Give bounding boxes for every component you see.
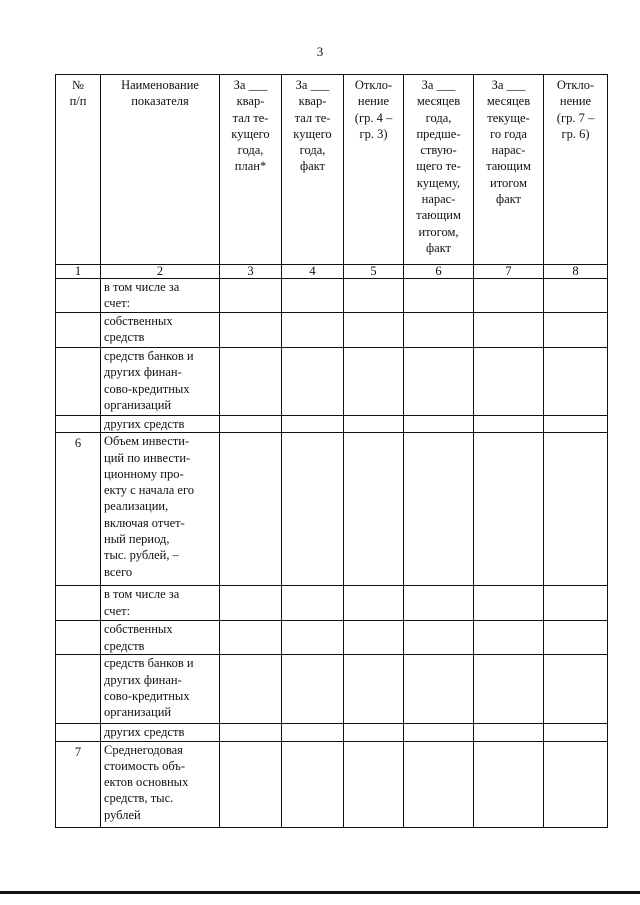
- table-row: [56, 655, 608, 724]
- row-name: собственных средств: [101, 621, 220, 655]
- value-cell: [220, 741, 282, 827]
- value-cell: [474, 724, 544, 741]
- value-cell: [474, 655, 544, 724]
- value-cell: [282, 279, 344, 313]
- row-name: в том числе за счет:: [101, 586, 220, 621]
- value-cell: [220, 348, 282, 416]
- value-cell: [282, 724, 344, 741]
- header-cell: За ___ месяцев года, предше- ствую- щего те- кущему, нарас- тающим итогом, факт: [404, 75, 474, 265]
- value-cell: [544, 416, 608, 433]
- table-row: [56, 586, 608, 621]
- value-cell: [344, 741, 404, 827]
- row-number: [56, 655, 101, 724]
- table-row: [56, 348, 608, 416]
- column-number: 8: [544, 265, 608, 279]
- value-cell: [544, 279, 608, 313]
- value-cell: [474, 279, 544, 313]
- row-name: других средств: [101, 416, 220, 433]
- value-cell: [544, 433, 608, 586]
- value-cell: [282, 416, 344, 433]
- value-cell: [282, 586, 344, 621]
- page-number: 3: [316, 44, 324, 59]
- value-cell: [404, 586, 474, 621]
- value-cell: [220, 416, 282, 433]
- row-number: [56, 586, 101, 621]
- value-cell: [220, 586, 282, 621]
- footer-rule: [0, 891, 640, 894]
- row-number: [56, 416, 101, 433]
- value-cell: [282, 741, 344, 827]
- value-cell: [344, 433, 404, 586]
- value-cell: [474, 433, 544, 586]
- row-name: в том числе за счет:: [101, 279, 220, 313]
- column-number: 1: [56, 265, 101, 279]
- value-cell: [282, 655, 344, 724]
- value-cell: [282, 348, 344, 416]
- value-cell: [404, 348, 474, 416]
- value-cell: [282, 313, 344, 348]
- value-cell: [220, 279, 282, 313]
- value-cell: [474, 621, 544, 655]
- value-cell: [544, 621, 608, 655]
- column-number: 6: [404, 265, 474, 279]
- value-cell: [220, 621, 282, 655]
- value-cell: [544, 741, 608, 827]
- header-cell: № п/п: [56, 75, 101, 265]
- row-number: [56, 279, 101, 313]
- value-cell: [474, 416, 544, 433]
- table-row: [56, 279, 608, 313]
- value-cell: [220, 655, 282, 724]
- value-cell: [282, 433, 344, 586]
- row-number: [56, 621, 101, 655]
- value-cell: [344, 416, 404, 433]
- column-number: 2: [101, 265, 220, 279]
- column-number: 3: [220, 265, 282, 279]
- value-cell: [544, 724, 608, 741]
- row-name: Объем инвести- ций по инвести- ционному про- екту с начала его реализации, включая отчет- ный период, тыс. рублей, – всего: [101, 433, 220, 586]
- report-table: [55, 74, 608, 828]
- row-number: 7: [56, 741, 101, 827]
- header-cell: Наименование показателя: [101, 75, 220, 265]
- value-cell: [344, 348, 404, 416]
- value-cell: [404, 621, 474, 655]
- value-cell: [344, 279, 404, 313]
- value-cell: [220, 313, 282, 348]
- value-cell: [544, 313, 608, 348]
- value-cell: [404, 416, 474, 433]
- header-cell: Откло- нение (гр. 7 – гр. 6): [544, 75, 608, 265]
- table-row: [56, 433, 608, 586]
- value-cell: [404, 741, 474, 827]
- header-cell: За ___ месяцев текуще- го года нарас- тающим итогом факт: [474, 75, 544, 265]
- column-number: 5: [344, 265, 404, 279]
- value-cell: [220, 433, 282, 586]
- row-number: [56, 313, 101, 348]
- value-cell: [544, 348, 608, 416]
- value-cell: [474, 313, 544, 348]
- value-cell: [474, 348, 544, 416]
- table-row: [56, 313, 608, 348]
- value-cell: [344, 586, 404, 621]
- header-cell: За ___ квар- тал те- кущего года, факт: [282, 75, 344, 265]
- value-cell: [344, 621, 404, 655]
- value-cell: [344, 313, 404, 348]
- table-row: [56, 724, 608, 741]
- column-number: 7: [474, 265, 544, 279]
- row-name: средств банков и других финан- сово-кредитных организаций: [101, 655, 220, 724]
- value-cell: [544, 655, 608, 724]
- table-row: [56, 416, 608, 433]
- value-cell: [220, 724, 282, 741]
- row-name: Среднегодовая стоимость объ- ектов основных средств, тыс. рублей: [101, 741, 220, 827]
- value-cell: [404, 655, 474, 724]
- value-cell: [404, 724, 474, 741]
- value-cell: [344, 724, 404, 741]
- row-name: собственных средств: [101, 313, 220, 348]
- column-number: 4: [282, 265, 344, 279]
- table-row: [56, 621, 608, 655]
- column-numbers-row: [56, 265, 608, 279]
- row-name: других средств: [101, 724, 220, 741]
- header-row: [56, 75, 608, 265]
- header-cell: За ___ квар- тал те- кущего года, план*: [220, 75, 282, 265]
- value-cell: [404, 433, 474, 586]
- row-number: [56, 724, 101, 741]
- row-number: [56, 348, 101, 416]
- row-number: 6: [56, 433, 101, 586]
- value-cell: [474, 741, 544, 827]
- value-cell: [544, 586, 608, 621]
- row-name: средств банков и других финан- сово-кредитных организаций: [101, 348, 220, 416]
- header-cell: Откло- нение (гр. 4 – гр. 3): [344, 75, 404, 265]
- value-cell: [344, 655, 404, 724]
- value-cell: [404, 313, 474, 348]
- value-cell: [404, 279, 474, 313]
- table-row: [56, 741, 608, 827]
- value-cell: [474, 586, 544, 621]
- value-cell: [282, 621, 344, 655]
